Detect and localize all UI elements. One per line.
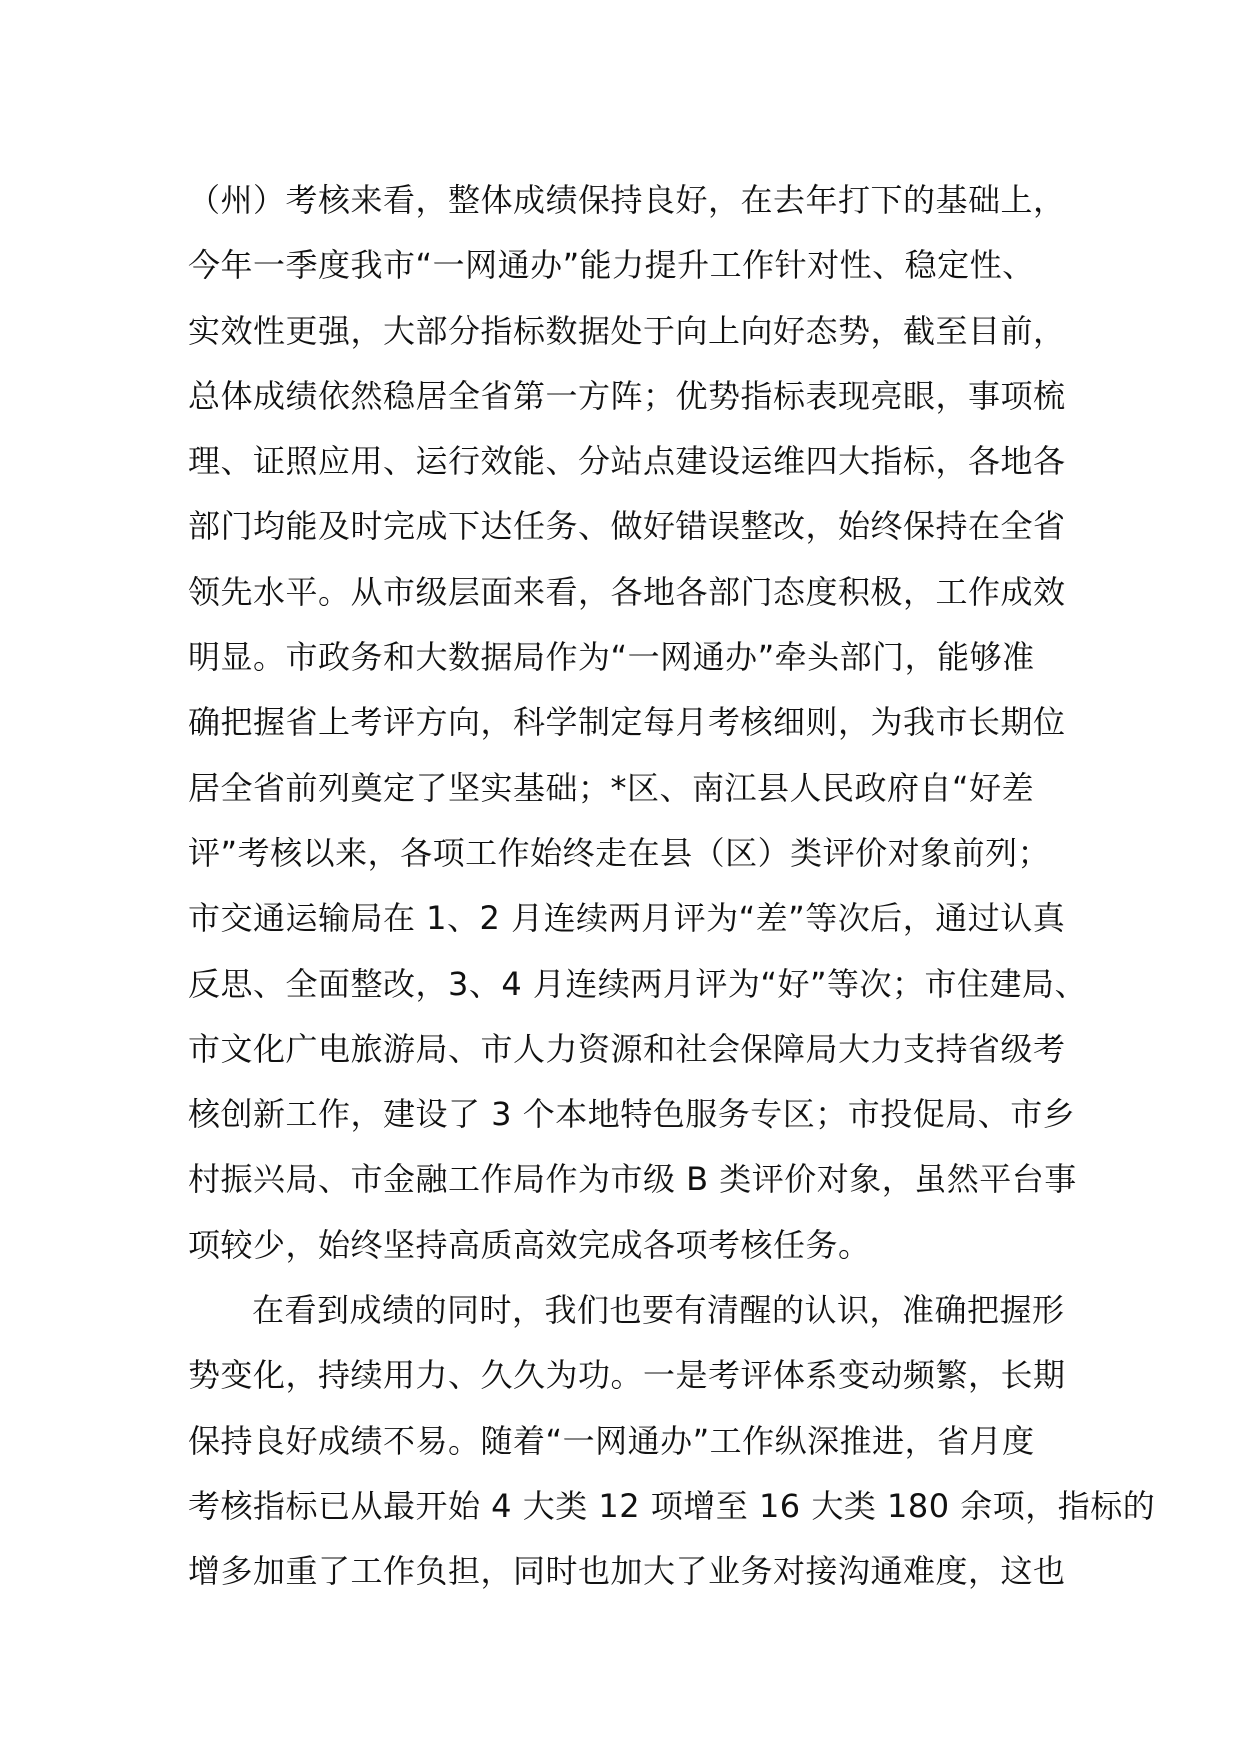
text-line: 实效性更强，大部分指标数据处于向上向好态势，截至目前， — [188, 311, 1066, 350]
text-line: 反思、全面整改，3、4 月连续两月评为“好”等次；市住建局、 — [188, 964, 1088, 1003]
text-line: 居全省前列奠定了坚实基础；*区、南江县人民政府自“好差 — [188, 768, 1035, 807]
text-line: 领先水平。从市级层面来看，各地各部门态度积极，工作成效 — [188, 572, 1066, 611]
text-line: 考核指标已从最开始 4 大类 12 项增至 16 大类 180 余项，指标的 — [188, 1486, 1156, 1525]
text-line: 势变化，持续用力、久久为功。一是考评体系变动频繁，长期 — [188, 1356, 1066, 1395]
text-line: 确把握省上考评方向，科学制定每月考核细则，为我市长期位 — [188, 703, 1066, 742]
text-line: 增多加重了工作负担，同时也加大了业务对接沟通难度，这也 — [188, 1552, 1066, 1591]
text-line: 村振兴局、市金融工作局作为市级 B 类评价对象，虽然平台事 — [188, 1160, 1077, 1199]
text-line: 理、证照应用、运行效能、分站点建设运维四大指标，各地各 — [188, 442, 1066, 481]
text-line: 评”考核以来，各项工作始终走在县（区）类评价对象前列； — [188, 833, 1051, 872]
text-line: 部门均能及时完成下达任务、做好错误整改，始终保持在全省 — [188, 507, 1066, 546]
text-line: 保持良好成绩不易。随着“一网通办”工作纵深推进，省月度 — [188, 1421, 1035, 1460]
text-line: 市文化广电旅游局、市人力资源和社会保障局大力支持省级考 — [188, 1029, 1066, 1068]
text-line: 核创新工作，建设了 3 个本地特色服务专区；市投促局、市乡 — [188, 1095, 1076, 1134]
body-text — [188, 168, 1156, 1605]
text-line: 今年一季度我市“一网通办”能力提升工作针对性、稳定性、 — [188, 246, 1035, 285]
text-line: 市交通运输局在 1、2 月连续两月评为“差”等次后，通过认真 — [188, 899, 1066, 938]
text-line: （州）考核来看，整体成绩保持良好，在去年打下的基础上， — [188, 181, 1066, 219]
text-line: 项较少，始终坚持高质高效完成各项考核任务。 — [188, 1225, 871, 1264]
text-line: 总体成绩依然稳居全省第一方阵；优势指标表现亮眼，事项梳 — [188, 376, 1066, 415]
paragraph-start-line: 在看到成绩的同时，我们也要有清醒的认识，准确把握形 — [252, 1291, 1065, 1330]
text-line: 明显。市政务和大数据局作为“一网通办”牵头部门，能够准 — [188, 638, 1035, 677]
